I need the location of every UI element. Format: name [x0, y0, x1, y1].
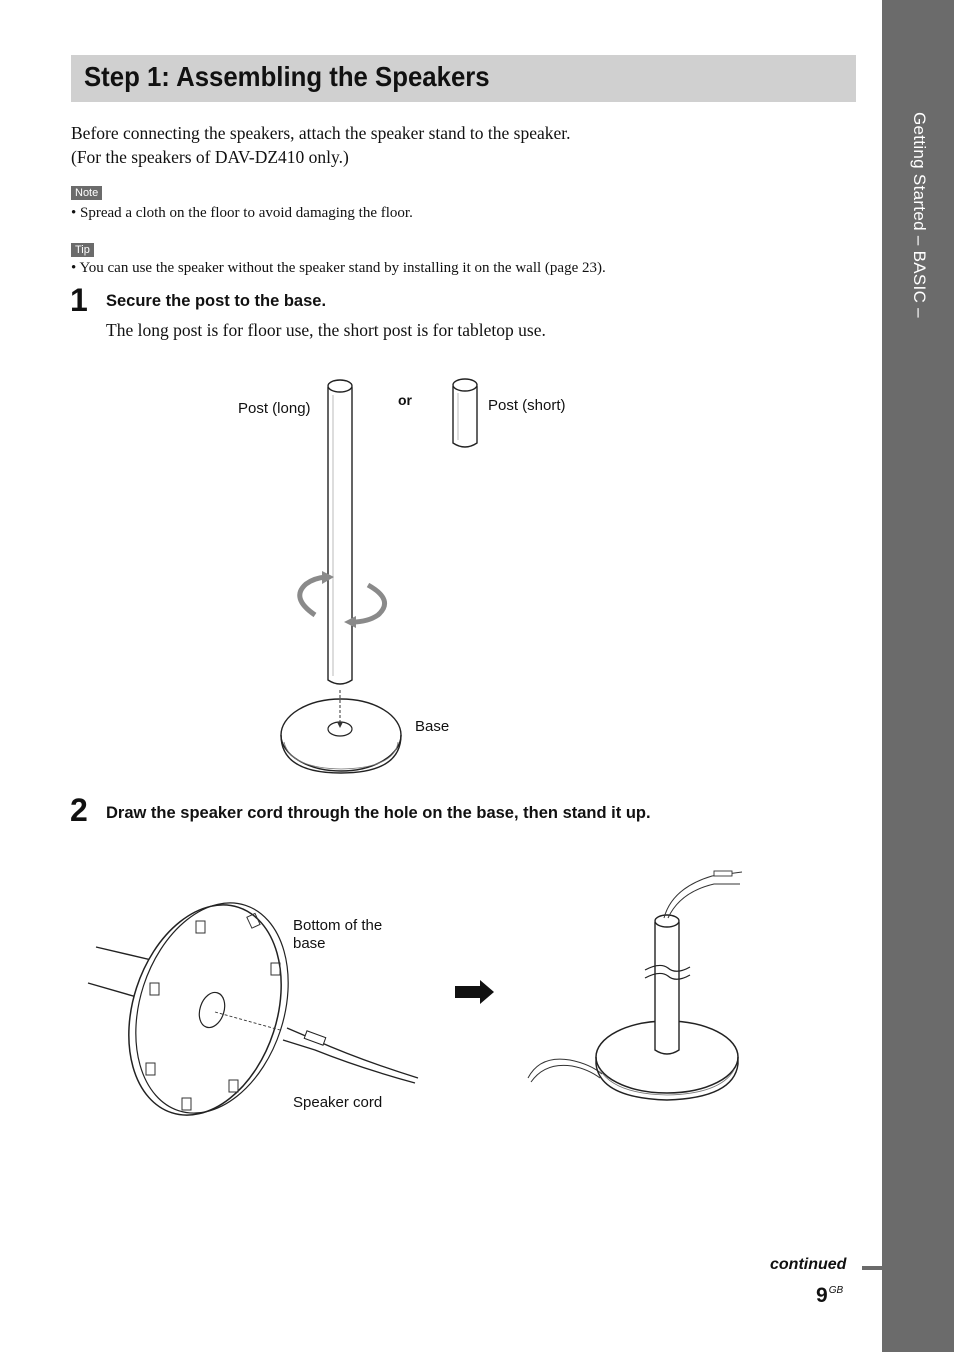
step-2-number: 2 — [70, 792, 88, 828]
tip-text: • You can use the speaker without the speaker stand by installing it on the wall (page 23). — [71, 260, 606, 276]
assembled-stand-illustration — [528, 871, 742, 1100]
page-number-value: 9 — [816, 1284, 828, 1307]
right-arrow-icon — [455, 980, 494, 1004]
label-speaker-cord: Speaker cord — [293, 1094, 383, 1111]
short-post-illustration — [453, 379, 477, 447]
label-bottom-line-1: Bottom of the — [293, 917, 383, 934]
note-text: • Spread a cloth on the floor to avoid damaging the floor. — [71, 205, 413, 221]
speaker-cord-illustration — [283, 1028, 418, 1083]
section-tab-label: Getting Started – BASIC – — [910, 112, 929, 318]
page-number-suffix: GB — [828, 1285, 844, 1296]
label-bottom-line-2: base — [293, 935, 326, 952]
intro-line-1: Before connecting the speakers, attach the speaker stand to the speaker. — [71, 123, 571, 143]
intro-line-2: (For the speakers of DAV-DZ410 only.) — [71, 147, 349, 167]
continued-label: continued — [770, 1256, 847, 1273]
label-post-short: Post (short) — [488, 397, 566, 414]
label-post-long: Post (long) — [238, 400, 311, 417]
label-or: or — [398, 392, 412, 408]
note-badge: Note — [71, 186, 102, 200]
label-bottom-of-base — [293, 917, 382, 953]
long-post-illustration — [328, 380, 352, 684]
step-1-heading: Secure the post to the base. — [106, 292, 327, 310]
page-number — [816, 1284, 843, 1308]
step-1-number: 1 — [70, 282, 88, 318]
page-title: Step 1: Assembling the Speakers — [84, 61, 490, 92]
step-2-heading: Draw the speaker cord through the hole on the base, then stand it up. — [106, 804, 651, 822]
tip-badge: Tip — [71, 243, 94, 257]
label-base: Base — [415, 718, 450, 735]
continued-rule — [862, 1266, 882, 1270]
step-1-body: The long post is for floor use, the short post is for tabletop use. — [106, 320, 546, 340]
base-bottom-illustration — [88, 883, 314, 1135]
base-disc-illustration — [281, 699, 401, 773]
